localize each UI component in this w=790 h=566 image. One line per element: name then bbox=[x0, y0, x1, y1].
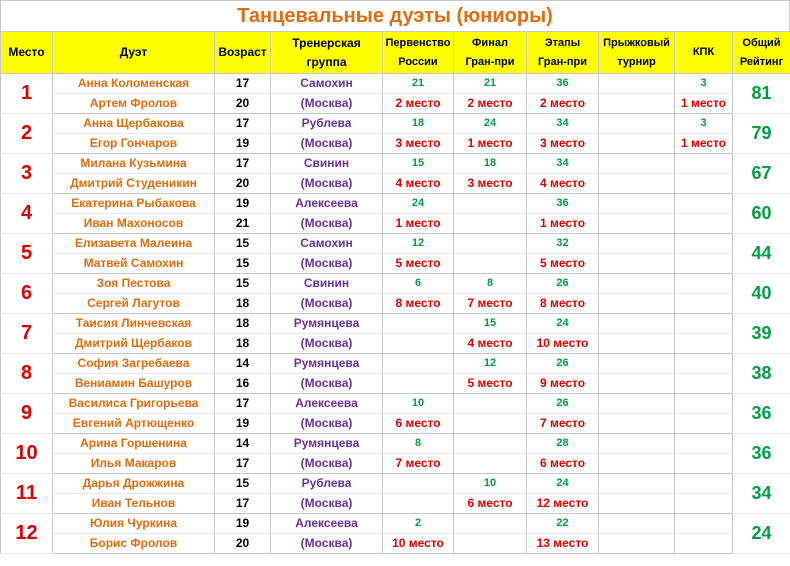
stages-points: 34 bbox=[527, 114, 599, 134]
stages-position: 12 место bbox=[527, 494, 599, 514]
stages-position: 9 место bbox=[527, 374, 599, 394]
stages-position: 1 место bbox=[527, 214, 599, 234]
partner-2-name: Евгений Артющенко bbox=[53, 414, 215, 434]
partner-2-name: Егор Гончаров bbox=[53, 134, 215, 154]
partner-1-name: Милана Кузьмина bbox=[53, 154, 215, 174]
place-number: 10 bbox=[1, 434, 53, 474]
table-row-second-line bbox=[1, 94, 790, 114]
kpk-points bbox=[675, 194, 733, 214]
coach-group: Самохин bbox=[271, 234, 383, 254]
stages-position: 5 место bbox=[527, 254, 599, 274]
jump-points bbox=[599, 234, 675, 254]
russia-points: 2 bbox=[383, 514, 454, 534]
russia-points: 18 bbox=[383, 114, 454, 134]
partner-1-name: Елизавета Малеина bbox=[53, 234, 215, 254]
stages-position: 13 место bbox=[527, 534, 599, 554]
partner-1-name: Василиса Григорьева bbox=[53, 394, 215, 414]
table-row-second-line bbox=[1, 414, 790, 434]
russia-position: 5 место bbox=[383, 254, 454, 274]
partner-2-name: Вениамин Башуров bbox=[53, 374, 215, 394]
kpk-points bbox=[675, 394, 733, 414]
table-row-second-line bbox=[1, 534, 790, 554]
partner-1-age: 15 bbox=[215, 474, 271, 494]
col-header-stages bbox=[527, 32, 599, 74]
jump-position bbox=[599, 534, 675, 554]
col-header-russia-line1: Первенство bbox=[385, 36, 451, 49]
col-header-final-line1: Финал bbox=[472, 36, 508, 49]
table-row-second-line bbox=[1, 134, 790, 154]
stages-position: 10 место bbox=[527, 334, 599, 354]
kpk-position bbox=[675, 374, 733, 394]
stages-position: 3 место bbox=[527, 134, 599, 154]
final-points: 12 bbox=[454, 354, 527, 374]
stages-points: 26 bbox=[527, 274, 599, 294]
coach-group: Румянцева bbox=[271, 354, 383, 374]
stages-position: 4 место bbox=[527, 174, 599, 194]
col-header-kpk: КПК bbox=[675, 32, 733, 74]
jump-points bbox=[599, 394, 675, 414]
russia-position bbox=[383, 494, 454, 514]
kpk-points bbox=[675, 154, 733, 174]
jump-position bbox=[599, 414, 675, 434]
final-points bbox=[454, 234, 527, 254]
table-row-second-line bbox=[1, 174, 790, 194]
col-header-coach bbox=[271, 32, 383, 74]
partner-2-name: Сергей Лагутов bbox=[53, 294, 215, 314]
partner-1-name: Зоя Пестова bbox=[53, 274, 215, 294]
table-row bbox=[1, 114, 790, 134]
partner-1-age: 15 bbox=[215, 274, 271, 294]
partner-1-age: 17 bbox=[215, 154, 271, 174]
jump-points bbox=[599, 474, 675, 494]
table-row-second-line bbox=[1, 374, 790, 394]
final-position: 7 место bbox=[454, 294, 527, 314]
kpk-points bbox=[675, 234, 733, 254]
coach-city: (Москва) bbox=[271, 374, 383, 394]
partner-2-name: Дмитрий Студеникин bbox=[53, 174, 215, 194]
partner-2-age: 19 bbox=[215, 134, 271, 154]
table-row-second-line bbox=[1, 334, 790, 354]
total-rating: 40 bbox=[733, 274, 790, 314]
jump-points bbox=[599, 314, 675, 334]
final-position bbox=[454, 454, 527, 474]
total-rating: 67 bbox=[733, 154, 790, 194]
russia-position: 2 место bbox=[383, 94, 454, 114]
total-rating: 36 bbox=[733, 394, 790, 434]
table-row bbox=[1, 434, 790, 454]
final-position bbox=[454, 254, 527, 274]
table-row bbox=[1, 74, 790, 94]
partner-1-name: Анна Щербакова bbox=[53, 114, 215, 134]
kpk-position bbox=[675, 494, 733, 514]
table-row bbox=[1, 354, 790, 374]
rating-table bbox=[0, 31, 790, 554]
final-points: 18 bbox=[454, 154, 527, 174]
russia-position: 10 место bbox=[383, 534, 454, 554]
russia-position bbox=[383, 334, 454, 354]
total-rating: 38 bbox=[733, 354, 790, 394]
total-rating: 36 bbox=[733, 434, 790, 474]
final-position bbox=[454, 414, 527, 434]
partner-2-name: Матвей Самохин bbox=[53, 254, 215, 274]
stages-position: 7 место bbox=[527, 414, 599, 434]
col-header-final-line2: Гран-при bbox=[465, 55, 515, 68]
partner-2-age: 17 bbox=[215, 494, 271, 514]
jump-points bbox=[599, 74, 675, 94]
kpk-position: 1 место bbox=[675, 134, 733, 154]
coach-city: (Москва) bbox=[271, 254, 383, 274]
final-points: 24 bbox=[454, 114, 527, 134]
jump-points bbox=[599, 114, 675, 134]
coach-city: (Москва) bbox=[271, 494, 383, 514]
table-row bbox=[1, 154, 790, 174]
stages-points: 24 bbox=[527, 474, 599, 494]
partner-1-name: Таисия Линчевская bbox=[53, 314, 215, 334]
col-header-duet: Дуэт bbox=[53, 32, 215, 74]
partner-1-age: 17 bbox=[215, 394, 271, 414]
coach-city: (Москва) bbox=[271, 134, 383, 154]
partner-2-age: 21 bbox=[215, 214, 271, 234]
kpk-points bbox=[675, 474, 733, 494]
place-number: 5 bbox=[1, 234, 53, 274]
coach-group: Самохин bbox=[271, 74, 383, 94]
partner-1-name: София Загребаева bbox=[53, 354, 215, 374]
total-rating: 81 bbox=[733, 74, 790, 114]
partner-1-name: Анна Коломенская bbox=[53, 74, 215, 94]
partner-1-name: Арина Горшенина bbox=[53, 434, 215, 454]
col-header-final bbox=[454, 32, 527, 74]
kpk-points bbox=[675, 434, 733, 454]
col-header-total-line2: Рейтинг bbox=[739, 55, 784, 68]
kpk-position bbox=[675, 454, 733, 474]
kpk-position bbox=[675, 174, 733, 194]
col-header-coach-line1: Тренерская bbox=[292, 35, 361, 50]
russia-points: 6 bbox=[383, 274, 454, 294]
place-number: 12 bbox=[1, 514, 53, 554]
kpk-position bbox=[675, 534, 733, 554]
final-position bbox=[454, 534, 527, 554]
partner-2-age: 18 bbox=[215, 334, 271, 354]
partner-1-age: 14 bbox=[215, 354, 271, 374]
partner-2-age: 18 bbox=[215, 294, 271, 314]
kpk-points bbox=[675, 514, 733, 534]
final-points: 10 bbox=[454, 474, 527, 494]
jump-points bbox=[599, 194, 675, 214]
table-row-second-line bbox=[1, 294, 790, 314]
place-number: 9 bbox=[1, 394, 53, 434]
kpk-position bbox=[675, 214, 733, 234]
kpk-points: 3 bbox=[675, 114, 733, 134]
partner-1-age: 15 bbox=[215, 234, 271, 254]
coach-group: Румянцева bbox=[271, 434, 383, 454]
partner-1-age: 19 bbox=[215, 514, 271, 534]
stages-points: 32 bbox=[527, 234, 599, 254]
table-row bbox=[1, 314, 790, 334]
jump-position bbox=[599, 294, 675, 314]
final-points: 15 bbox=[454, 314, 527, 334]
place-number: 7 bbox=[1, 314, 53, 354]
final-position: 1 место bbox=[454, 134, 527, 154]
col-header-total-line1: Общий bbox=[742, 36, 781, 49]
table-row bbox=[1, 194, 790, 214]
col-header-stages-line1: Этапы bbox=[544, 36, 581, 49]
jump-position bbox=[599, 254, 675, 274]
place-number: 3 bbox=[1, 154, 53, 194]
jump-points bbox=[599, 354, 675, 374]
coach-group: Румянцева bbox=[271, 314, 383, 334]
jump-position bbox=[599, 214, 675, 234]
coach-city: (Москва) bbox=[271, 414, 383, 434]
place-number: 2 bbox=[1, 114, 53, 154]
partner-1-age: 17 bbox=[215, 114, 271, 134]
coach-city: (Москва) bbox=[271, 174, 383, 194]
russia-points bbox=[383, 354, 454, 374]
kpk-position bbox=[675, 334, 733, 354]
coach-group: Свинин bbox=[271, 154, 383, 174]
jump-position bbox=[599, 94, 675, 114]
coach-city: (Москва) bbox=[271, 94, 383, 114]
russia-points: 8 bbox=[383, 434, 454, 454]
coach-group: Рублева bbox=[271, 114, 383, 134]
final-position bbox=[454, 214, 527, 234]
place-number: 4 bbox=[1, 194, 53, 234]
place-number: 11 bbox=[1, 474, 53, 514]
table-row-second-line bbox=[1, 494, 790, 514]
final-points bbox=[454, 514, 527, 534]
kpk-points bbox=[675, 274, 733, 294]
stages-points: 34 bbox=[527, 154, 599, 174]
russia-points: 10 bbox=[383, 394, 454, 414]
stages-points: 22 bbox=[527, 514, 599, 534]
jump-points bbox=[599, 434, 675, 454]
col-header-stages-line2: Гран-при bbox=[537, 55, 588, 68]
col-header-age: Возраст bbox=[215, 32, 271, 74]
russia-points bbox=[383, 474, 454, 494]
partner-2-name: Иван Тельнов bbox=[53, 494, 215, 514]
coach-city: (Москва) bbox=[271, 214, 383, 234]
stages-points: 26 bbox=[527, 354, 599, 374]
header-row bbox=[1, 32, 790, 74]
kpk-points: 3 bbox=[675, 74, 733, 94]
partner-2-age: 20 bbox=[215, 174, 271, 194]
partner-2-age: 20 bbox=[215, 534, 271, 554]
coach-city: (Москва) bbox=[271, 534, 383, 554]
coach-group: Алексеева bbox=[271, 194, 383, 214]
partner-2-age: 19 bbox=[215, 414, 271, 434]
russia-position: 8 место bbox=[383, 294, 454, 314]
table-row bbox=[1, 234, 790, 254]
place-number: 1 bbox=[1, 74, 53, 114]
kpk-position: 1 место bbox=[675, 94, 733, 114]
total-rating: 79 bbox=[733, 114, 790, 154]
stages-position: 8 место bbox=[527, 294, 599, 314]
final-position: 6 место bbox=[454, 494, 527, 514]
coach-group: Свинин bbox=[271, 274, 383, 294]
col-header-place: Место bbox=[1, 32, 53, 74]
total-rating: 24 bbox=[733, 514, 790, 554]
jump-points bbox=[599, 514, 675, 534]
partner-1-name: Екатерина Рыбакова bbox=[53, 194, 215, 214]
partner-1-age: 19 bbox=[215, 194, 271, 214]
table-row bbox=[1, 274, 790, 294]
stages-points: 26 bbox=[527, 394, 599, 414]
partner-1-age: 17 bbox=[215, 74, 271, 94]
coach-city: (Москва) bbox=[271, 294, 383, 314]
final-points: 21 bbox=[454, 74, 527, 94]
partner-2-name: Артем Фролов bbox=[53, 94, 215, 114]
col-header-russia bbox=[383, 32, 454, 74]
kpk-position bbox=[675, 294, 733, 314]
jump-position bbox=[599, 174, 675, 194]
col-header-jump bbox=[599, 32, 675, 74]
russia-points: 12 bbox=[383, 234, 454, 254]
russia-position: 6 место bbox=[383, 414, 454, 434]
coach-group: Алексеева bbox=[271, 514, 383, 534]
kpk-position bbox=[675, 254, 733, 274]
russia-position: 3 место bbox=[383, 134, 454, 154]
col-header-coach-line2: группа bbox=[306, 54, 347, 69]
col-header-total bbox=[733, 32, 790, 74]
partner-2-age: 15 bbox=[215, 254, 271, 274]
total-rating: 44 bbox=[733, 234, 790, 274]
place-number: 6 bbox=[1, 274, 53, 314]
total-rating: 34 bbox=[733, 474, 790, 514]
table-row bbox=[1, 394, 790, 414]
coach-city: (Москва) bbox=[271, 454, 383, 474]
total-rating: 60 bbox=[733, 194, 790, 234]
partner-2-name: Иван Махоносов bbox=[53, 214, 215, 234]
final-position: 4 место bbox=[454, 334, 527, 354]
final-points bbox=[454, 434, 527, 454]
stages-points: 24 bbox=[527, 314, 599, 334]
partner-2-name: Илья Макаров bbox=[53, 454, 215, 474]
col-header-jump-line1: Прыжковый bbox=[603, 36, 670, 49]
table-row bbox=[1, 514, 790, 534]
kpk-position bbox=[675, 414, 733, 434]
partner-1-name: Дарья Дрожжина bbox=[53, 474, 215, 494]
jump-position bbox=[599, 454, 675, 474]
col-header-jump-line2: турнир bbox=[617, 55, 656, 68]
kpk-points bbox=[675, 354, 733, 374]
russia-points: 24 bbox=[383, 194, 454, 214]
table-body bbox=[1, 74, 790, 554]
partner-2-name: Борис Фролов bbox=[53, 534, 215, 554]
table-row bbox=[1, 474, 790, 494]
table-row-second-line bbox=[1, 254, 790, 274]
jump-points bbox=[599, 274, 675, 294]
partner-2-age: 17 bbox=[215, 454, 271, 474]
place-number: 8 bbox=[1, 354, 53, 394]
final-position: 3 место bbox=[454, 174, 527, 194]
final-position: 2 место bbox=[454, 94, 527, 114]
coach-group: Алексеева bbox=[271, 394, 383, 414]
jump-points bbox=[599, 154, 675, 174]
final-points bbox=[454, 394, 527, 414]
kpk-points bbox=[675, 314, 733, 334]
russia-points bbox=[383, 314, 454, 334]
col-header-russia-line2: России bbox=[398, 55, 438, 68]
final-points: 8 bbox=[454, 274, 527, 294]
final-points bbox=[454, 194, 527, 214]
partner-2-age: 16 bbox=[215, 374, 271, 394]
stages-points: 36 bbox=[527, 74, 599, 94]
partner-1-age: 18 bbox=[215, 314, 271, 334]
final-position: 5 место bbox=[454, 374, 527, 394]
russia-position: 1 место bbox=[383, 214, 454, 234]
jump-position bbox=[599, 494, 675, 514]
partner-2-name: Дмитрий Щербаков bbox=[53, 334, 215, 354]
coach-city: (Москва) bbox=[271, 334, 383, 354]
jump-position bbox=[599, 134, 675, 154]
table-row-second-line bbox=[1, 214, 790, 234]
stages-position: 2 место bbox=[527, 94, 599, 114]
russia-points: 15 bbox=[383, 154, 454, 174]
partner-1-name: Юлия Чуркина bbox=[53, 514, 215, 534]
coach-group: Рублева bbox=[271, 474, 383, 494]
jump-position bbox=[599, 334, 675, 354]
total-rating: 39 bbox=[733, 314, 790, 354]
russia-points: 21 bbox=[383, 74, 454, 94]
russia-position bbox=[383, 374, 454, 394]
stages-points: 36 bbox=[527, 194, 599, 214]
partner-1-age: 14 bbox=[215, 434, 271, 454]
table-row-second-line bbox=[1, 454, 790, 474]
russia-position: 4 место bbox=[383, 174, 454, 194]
partner-2-age: 20 bbox=[215, 94, 271, 114]
page-title: Танцевальные дуэты (юниоры) bbox=[0, 0, 790, 31]
jump-position bbox=[599, 374, 675, 394]
stages-position: 6 место bbox=[527, 454, 599, 474]
stages-points: 28 bbox=[527, 434, 599, 454]
russia-position: 7 место bbox=[383, 454, 454, 474]
